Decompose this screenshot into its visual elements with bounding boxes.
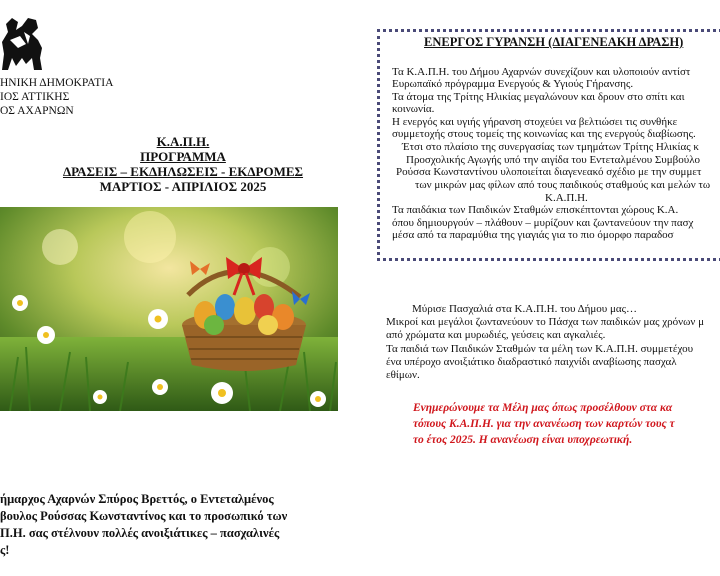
box-line: Τα άτομα της Τρίτης Ηλικίας μεγαλώνουν και δρουν στο σπίτι και: [392, 91, 685, 103]
renewal-notice-line: τόπους Κ.Α.Π.Η. για την ανανέωση των καρτών τους τ: [413, 418, 675, 430]
easter-line: από χρώματα και μυρωδιές, γεύσεις και αγκαλιές.: [386, 329, 606, 341]
program-subtitle: ΔΡΑΣΕΙΣ – ΕΚΔΗΛΩΣΕΙΣ - ΕΚΔΡΟΜΕΣ: [62, 164, 304, 179]
box-line: κοινωνία.: [392, 103, 435, 115]
easter-basket-photo: [0, 207, 338, 411]
renewal-notice-line: Ενημερώνουμε τα Μέλη μας όπως προσέλθουν στα κα: [413, 402, 673, 414]
greeting-line-1: ήμαρχος Αχαρνών Σπύρος Βρεττός, ο Εντεταλμένος: [0, 492, 274, 506]
header-line-2: ΙΟΣ ΑΤΤΙΚΗΣ: [0, 91, 70, 103]
greeting-line-4: ς!: [0, 543, 10, 557]
header-line-3: ΟΣ ΑΧΑΡΝΩΝ: [0, 105, 74, 117]
box-line: Η ενεργός και υγιής γήρανση στοχεύει να βελτιώσει τις συνθήκε: [392, 116, 678, 128]
header-line-1: ΗΝΙΚΗ ΔΗΜΟΚΡΑΤΙΑ: [0, 77, 114, 89]
easter-line: Τα παιδιά των Παιδικών Σταθμών τα μέλη των Κ.Α.Π.Η. συμμετέχου: [386, 343, 694, 355]
box-line: Ευρωπαϊκό πρόγραμμα Ενεργούς & Υγιούς Γήρανσης.: [392, 78, 634, 90]
box-line: Τα παιδάκια των Παιδικών Σταθμών επισκέπτονται χώρους Κ.Α.: [392, 204, 679, 216]
program-title: ΠΡΟΓΡΑΜΜΑ: [140, 149, 226, 164]
box-line: Έτσι στο πλαίσιο της συνεργασίας των τμημάτων Τρίτης Ηλικίας κ: [402, 141, 699, 153]
easter-line: ένα υπέροχο ανοιξιάτικο διαδραστικό παιχνίδι αναβίωσης πασχαλ: [386, 356, 677, 368]
box-line: Τα Κ.Α.Π.Η. του Δήμου Αχαρνών συνεχίζουν και υλοποιούν αντίστ: [392, 66, 691, 78]
greeting-line-3: Π.Η. σας στέλνουν πολλές ανοιξιάτικες – πασχαλινές: [0, 526, 280, 540]
renewal-notice-line: το έτος 2025. Η ανανέωση είναι υποχρεωτική.: [413, 434, 633, 446]
easter-line: Μύρισε Πασχαλιά στα Κ.Α.Π.Η. του Δήμου μας…: [412, 303, 638, 315]
greeting-line-2: βουλος Ρούσσας Κωνσταντίνος και το προσωπικό των: [0, 509, 288, 523]
box-line: Κ.Α.Π.Η.: [545, 192, 588, 204]
easter-line: Μικροί και μεγάλοι ζωντανεύουν το Πάσχα των παιδικών μας χρόνων μ: [386, 316, 704, 328]
municipality-logo-icon: [0, 14, 44, 72]
box-line: συμμετοχής στους τομείς της κοινωνίας και της ενεργούς διαβίωσης.: [392, 128, 696, 140]
box-line: Προσχολικής Αγωγής υπό την αιγίδα του Εντεταλμένου Συμβούλο: [406, 154, 701, 166]
box-line: μέσα από τα παραμύθια της γιαγιάς για το πιο όμορφο παραδοσ: [392, 229, 674, 241]
box-line: όπου δημιουργούν – πλάθουν – μυρίζουν και ζωντανεύουν την πασχ: [392, 217, 694, 229]
program-org: Κ.Α.Π.Η.: [156, 134, 210, 149]
active-ageing-title: ΕΝΕΡΓΟΣ ΓΥΡΑΝΣΗ (ΔΙΑΓΕΝΕΑΚΗ ΔΡΑΣΗ): [424, 35, 684, 49]
box-line: Ρούσσα Κωνσταντίνου υλοποιείται διαγενεακό σχέδιο με την συμμετ: [396, 166, 702, 178]
easter-line: εθίμων.: [386, 369, 420, 381]
box-line: των μικρών μας φίλων από τους παιδικούς σταθμούς και μελών τω: [415, 179, 711, 191]
program-period: ΜΑΡΤΙΟΣ - ΑΠΡΙΛΙΟΣ 2025: [99, 179, 267, 194]
